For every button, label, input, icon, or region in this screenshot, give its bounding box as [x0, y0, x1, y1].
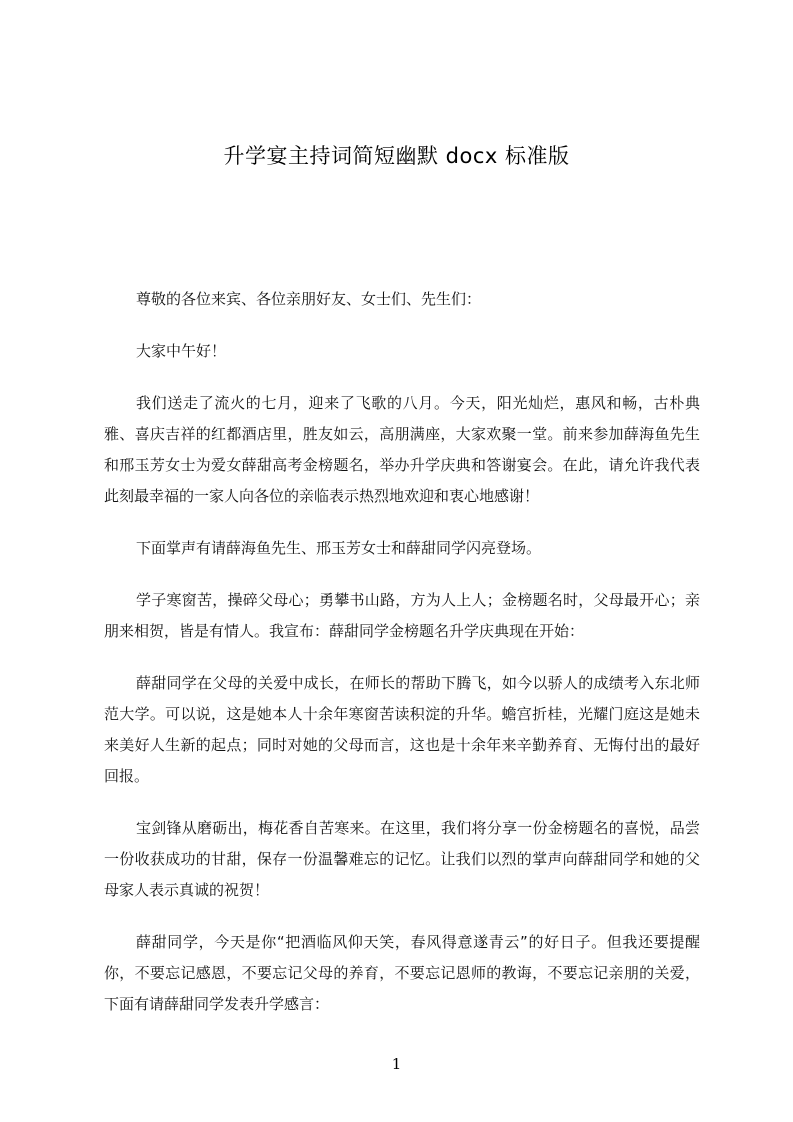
paragraph-salutation: 尊敬的各位来宾、各位亲朋好友、女士们、先生们：	[136, 290, 482, 308]
document-title: 升学宴主持词简短幽默 docx 标准版	[223, 144, 570, 168]
paragraph-congratulation: 宝剑锋从磨砺出，梅花香自苦寒来。在这里，我们将分享一份金榜题名的喜悦，品尝一份收获成功的甘甜，保存一份温馨难忘的记忆。让我们以烈的掌声向薛甜同学和她的父母家人表示真诚的祝贺！	[104, 819, 700, 899]
paragraph-greeting: 大家中午好！	[136, 342, 227, 360]
paragraph-announcement: 学子寒窗苦，操碎父母心；勇攀书山路，方为人上人；金榜题名时，父母最开心；亲朋来相贺，皆是有情人。我宣布：薛甜同学金榜题名升学庆典现在开始：	[104, 591, 700, 640]
paragraph-achievement: 薛甜同学在父母的关爱中成长，在师长的帮助下腾飞，如今以骄人的成绩考入东北师范大学。可以说，这是她本人十余年寒窗苦读积淀的升华。蟾宫折桂，光耀门庭这是她未来美好人生新的起点；同时对她的父母而言，这也是十余年来辛勤养育、无悔付出的最好回报。	[104, 674, 700, 785]
paragraph-reminder: 薛甜同学，今天是你“把酒临风仰天笑，春风得意遂青云”的好日子。但我还要提醒你，不要忘记感恩，不要忘记父母的养育，不要忘记恩师的教诲，不要忘记亲朋的关爱，下面有请薛甜同学发表升学感言：	[104, 933, 700, 1013]
document-body	[104, 284, 700, 1041]
paragraph-invitation: 下面掌声有请薛海鱼先生、邢玉芳女士和薛甜同学闪亮登场。	[136, 539, 542, 557]
page-number: 1	[391, 1055, 402, 1073]
paragraph-opening: 我们送走了流火的七月，迎来了飞歌的八月。今天，阳光灿烂，惠风和畅，古朴典雅、喜庆吉祥的红都酒店里，胜友如云，高朋满座，大家欢聚一堂。前来参加薛海鱼先生和邢玉芳女士为爱女薛甜高考金榜题名，举办升学庆典和答谢宴会。在此，请允许我代表此刻最幸福的一家人向各位的亲临表示热烈地欢迎和衷心地感谢！	[104, 394, 700, 505]
